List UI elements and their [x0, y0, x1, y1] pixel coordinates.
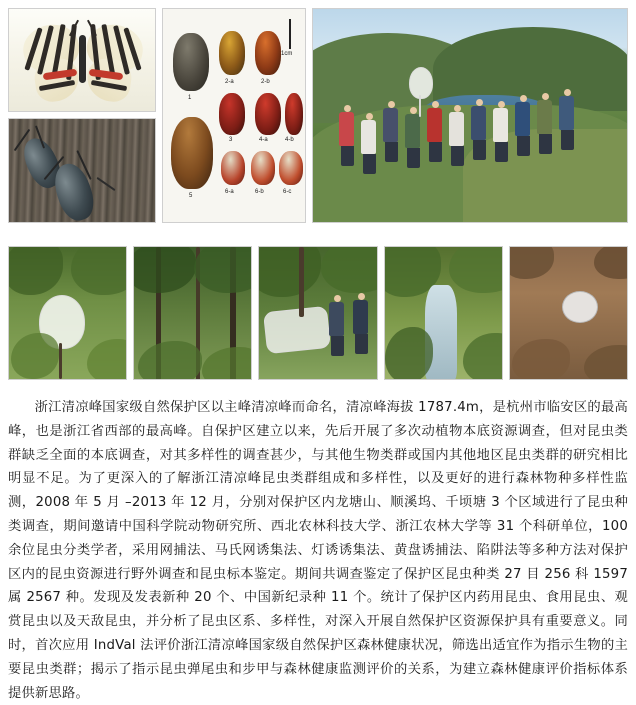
person-figure [471, 99, 487, 160]
beetle-specimen-plate [162, 8, 306, 223]
abstract-text-block [8, 396, 628, 705]
person-figure [537, 93, 553, 154]
specimen-label-3: 3 [229, 137, 233, 143]
forest-stream-photo [384, 246, 503, 380]
pitfall-cup [562, 291, 598, 323]
person-figure [383, 101, 399, 162]
forest-canopy-photo [133, 246, 252, 380]
specimen-label-4b: 4-b [285, 137, 294, 143]
specimen-label-6c: 6-c [283, 189, 292, 195]
person-figure [449, 105, 465, 166]
specimen-label-2a: 2-a [225, 79, 234, 85]
pitfall-trap-photo [509, 246, 628, 380]
insect-net [409, 67, 433, 99]
scale-label: 1cm [281, 51, 293, 57]
person-figure [427, 101, 443, 162]
person-figure [361, 113, 377, 174]
abstract-paragraph: 浙江清凉峰国家级自然保护区以主峰清凉峰而命名，清凉峰海拔 1787.4m，是杭州市临安区的最高峰，也是浙江省西部的最高峰。自保护区建立以来，先后开展了多次动植物本底资源调查，但对昆虫类群缺乏全面的本底调查，对其多样性的调查甚少，与其他生物类群或国内其他地区昆虫类群的研究相比明显不足。为了更深入的了解浙江清凉峰昆虫类群组成和多样性，以及更好的进行森林物种多样性监测，2008 年 5 月 –2013 年 12 月，分别对保护区内龙塘山、顺溪坞、千顷塘 3 个区域进行了昆虫种类调查，期间邀请中国科学院动物研究所、西北农林科技大学、浙江农林大学等 31 个科研单位，100 余位昆虫分类学者，采用网捕法、马氏网诱集法、灯诱诱集法、黄盘诱捕法、陷阱法等多种方法对保护区内的昆虫资源进行野外调查和昆虫标本鉴定。期间共调查鉴定了保护区昆虫种类 27 目 256 科 1597 属 2567 种。发现及发表新种 20 个、中国新纪录种 11 个。统计了保护区内药用昆虫、食用昆虫、观赏昆虫以及天敌昆虫，并分析了昆虫区系、多样性，对深入开展自然保护区资源保护具有重要意义。同时，首次应用 IndVal 法评价浙江清凉峰国家级自然保护区森林健康状况，筛选出适宜作为指示生物的主要昆虫类群；揭示了指示昆虫弹尾虫和步甲与森林健康监测评价的关系，为建立森林健康评价指标体系提供新思路。 [8, 400, 628, 701]
specimen-label-5: 5 [189, 193, 193, 199]
butterfly-specimen-photo [8, 8, 156, 112]
figure-group-top-row [8, 8, 628, 223]
person-figure [329, 295, 345, 356]
longhorn-beetle-on-bark-photo [8, 118, 156, 223]
specimen-label-6b: 6-b [255, 189, 264, 195]
person-figure [353, 293, 369, 354]
figure-group-bottom-row [8, 246, 628, 380]
left-photo-column [8, 8, 156, 223]
person-figure [339, 105, 355, 166]
person-figure [515, 95, 531, 156]
specimen-label-2b: 2-b [261, 79, 270, 85]
scale-bar [289, 19, 291, 49]
specimen-label-1: 1 [188, 95, 192, 101]
specimen-label-4a: 4-a [259, 137, 268, 143]
beating-sheet-survey-photo [258, 246, 377, 380]
field-survey-team-photo [312, 8, 628, 223]
specimen-label-6a: 6-a [225, 189, 234, 195]
person-figure [559, 89, 575, 150]
person-figure [493, 101, 509, 162]
malaise-trap-photo [8, 246, 127, 380]
